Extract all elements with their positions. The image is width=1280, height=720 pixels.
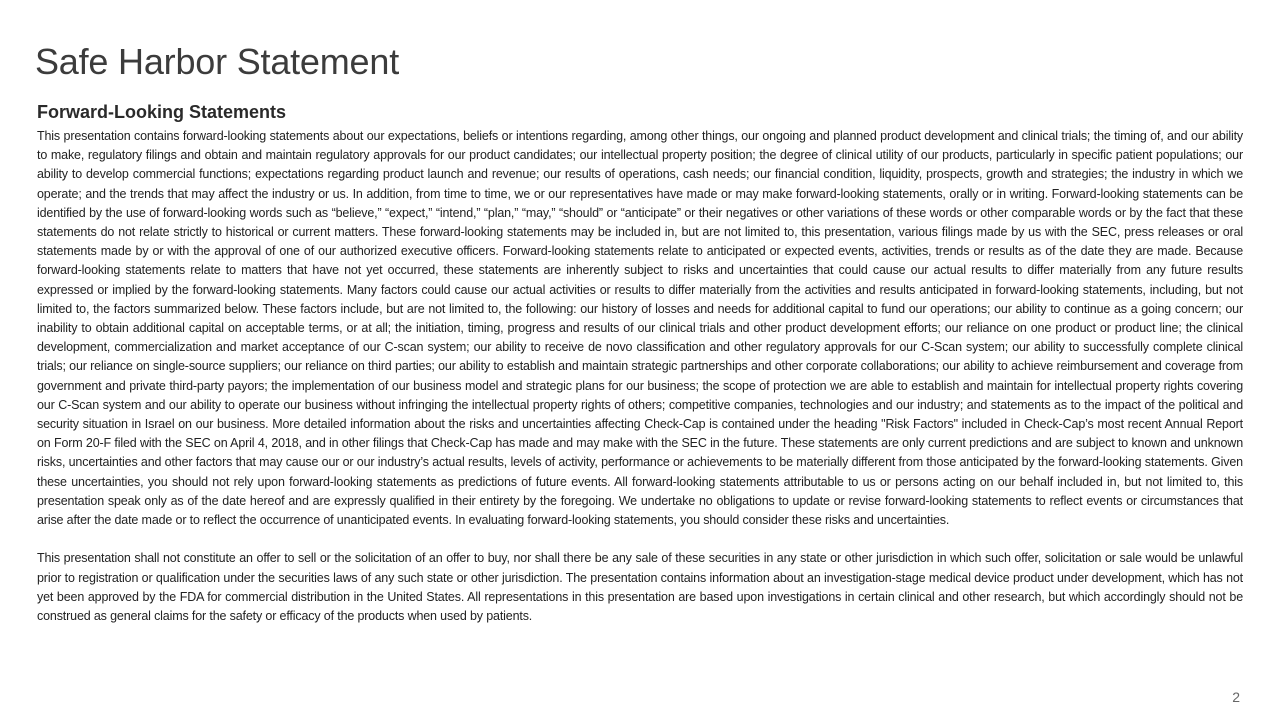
offer-disclaimer-paragraph: This presentation shall not constitute an offer to sell or the solicitation of an offer to buy, nor shall there be any sale of these securities in any state or other jurisdiction in which such offer, solicitation or sale would be unlawful prior to registration or qualification under the securities laws of any such state or other jurisdiction. The presentation contains information about an investigation-stage medical device product under development, which has not yet been approved by the FDA for commercial distribution in the United States. All representations in this presentation are based upon investigations in certain clinical and other research, but which accordingly should not be construed as general claims for the safety or efficacy of the products when used by patients. <box>37 551 1243 624</box>
page-number: 2 <box>1232 689 1240 705</box>
safe-harbor-content <box>37 101 1243 626</box>
page-title: Safe Harbor Statement <box>35 41 399 82</box>
forward-looking-paragraph: This presentation contains forward-looking statements about our expectations, beliefs or intentions regarding, among other things, our ongoing and planned product development and clinical trials; the timing of, and our ability to make, regulatory filings and obtain and maintain regulatory approvals for our product candidates; our intellectual property position; the degree of clinical utility of our products, particularly in specific patient populations; our ability to develop commercial functions; expectations regarding product launch and revenue; our results of operations, cash needs; our financial condition, liquidity, prospects, growth and strategies; the industry in which we operate; and the trends that may affect the industry or us. In addition, from time to time, we or our representatives have made or may make forward-looking statements, orally or in writing. Forward-looking statements can be identified by the use of forward-looking words such as “believe,” “expect,” “intend,” “plan,” “may,” “should” or “anticipate” or their negatives or other variations of these words or other comparable words or by the fact that these statements do not relate strictly to historical or current matters. These forward-looking statements may be included in, but are not limited to, this presentation, various filings made by us with the SEC, press releases or oral statements made by or with the approval of one of our authorized executive officers. Forward-looking statements relate to anticipated or expected events, activities, trends or results as of the date they are made. Because forward-looking statements relate to matters that have not yet occurred, these statements are inherently subject to risks and uncertainties that could cause our actual results to differ materially from any future results expressed or implied by the forward-looking statements. Many factors could cause our actual activities or results to differ materially from the activities and results anticipated in forward-looking statements, including, but not limited to, the factors summarized below. These factors include, but are not limited to, the following: our history of losses and needs for additional capital to fund our operations; our ability to continue as a going concern; our inability to obtain additional capital on acceptable terms, or at all; the initiation, timing, progress and results of our clinical trials and other product development efforts; our reliance on one product or product line; the clinical development, commercialization and market acceptance of our C-scan system; our ability to receive de novo classification and other regulatory approvals for our C-Scan system; our ability to successfully complete clinical trials; our reliance on single-source suppliers; our reliance on third parties; our ability to establish and maintain strategic partnerships and other corporate collaborations; our ability to achieve reimbursement and coverage from government and private third-party payors; the implementation of our business model and strategic plans for our business; the scope of protection we are able to establish and maintain for intellectual property rights covering our C-Scan system and our ability to operate our business without infringing the intellectual property rights of others; competitive companies, technologies and our industry; and statements as to the impact of the political and security situation in Israel on our business. More detailed information about the risks and uncertainties affecting Check-Cap is contained under the heading "Risk Factors" included in Check-Cap’s most recent Annual Report on Form 20-F filed with the SEC on April 4, 2018, and in other filings that Check-Cap has made and may make with the SEC in the future. These statements are only current predictions and are subject to known and unknown risks, uncertainties and other factors that may cause our or our industry’s actual results, levels of activity, performance or achievements to be materially different from those anticipated by the forward-looking statements. Given these uncertainties, you should not rely upon forward-looking statements as predictions of future events. All forward-looking statements attributable to us or persons acting on our behalf included in, but not limited to, this presentation speak only as of the date hereof and are expressly qualified in their entirety by the foregoing. We undertake no obligations to update or revise forward-looking statements to reflect events or circumstances that arise after the date made or to reflect the occurrence of unanticipated events. In evaluating forward-looking statements, you should consider these risks and uncertainties. <box>37 129 1243 528</box>
section-heading: Forward-Looking Statements <box>37 102 287 122</box>
